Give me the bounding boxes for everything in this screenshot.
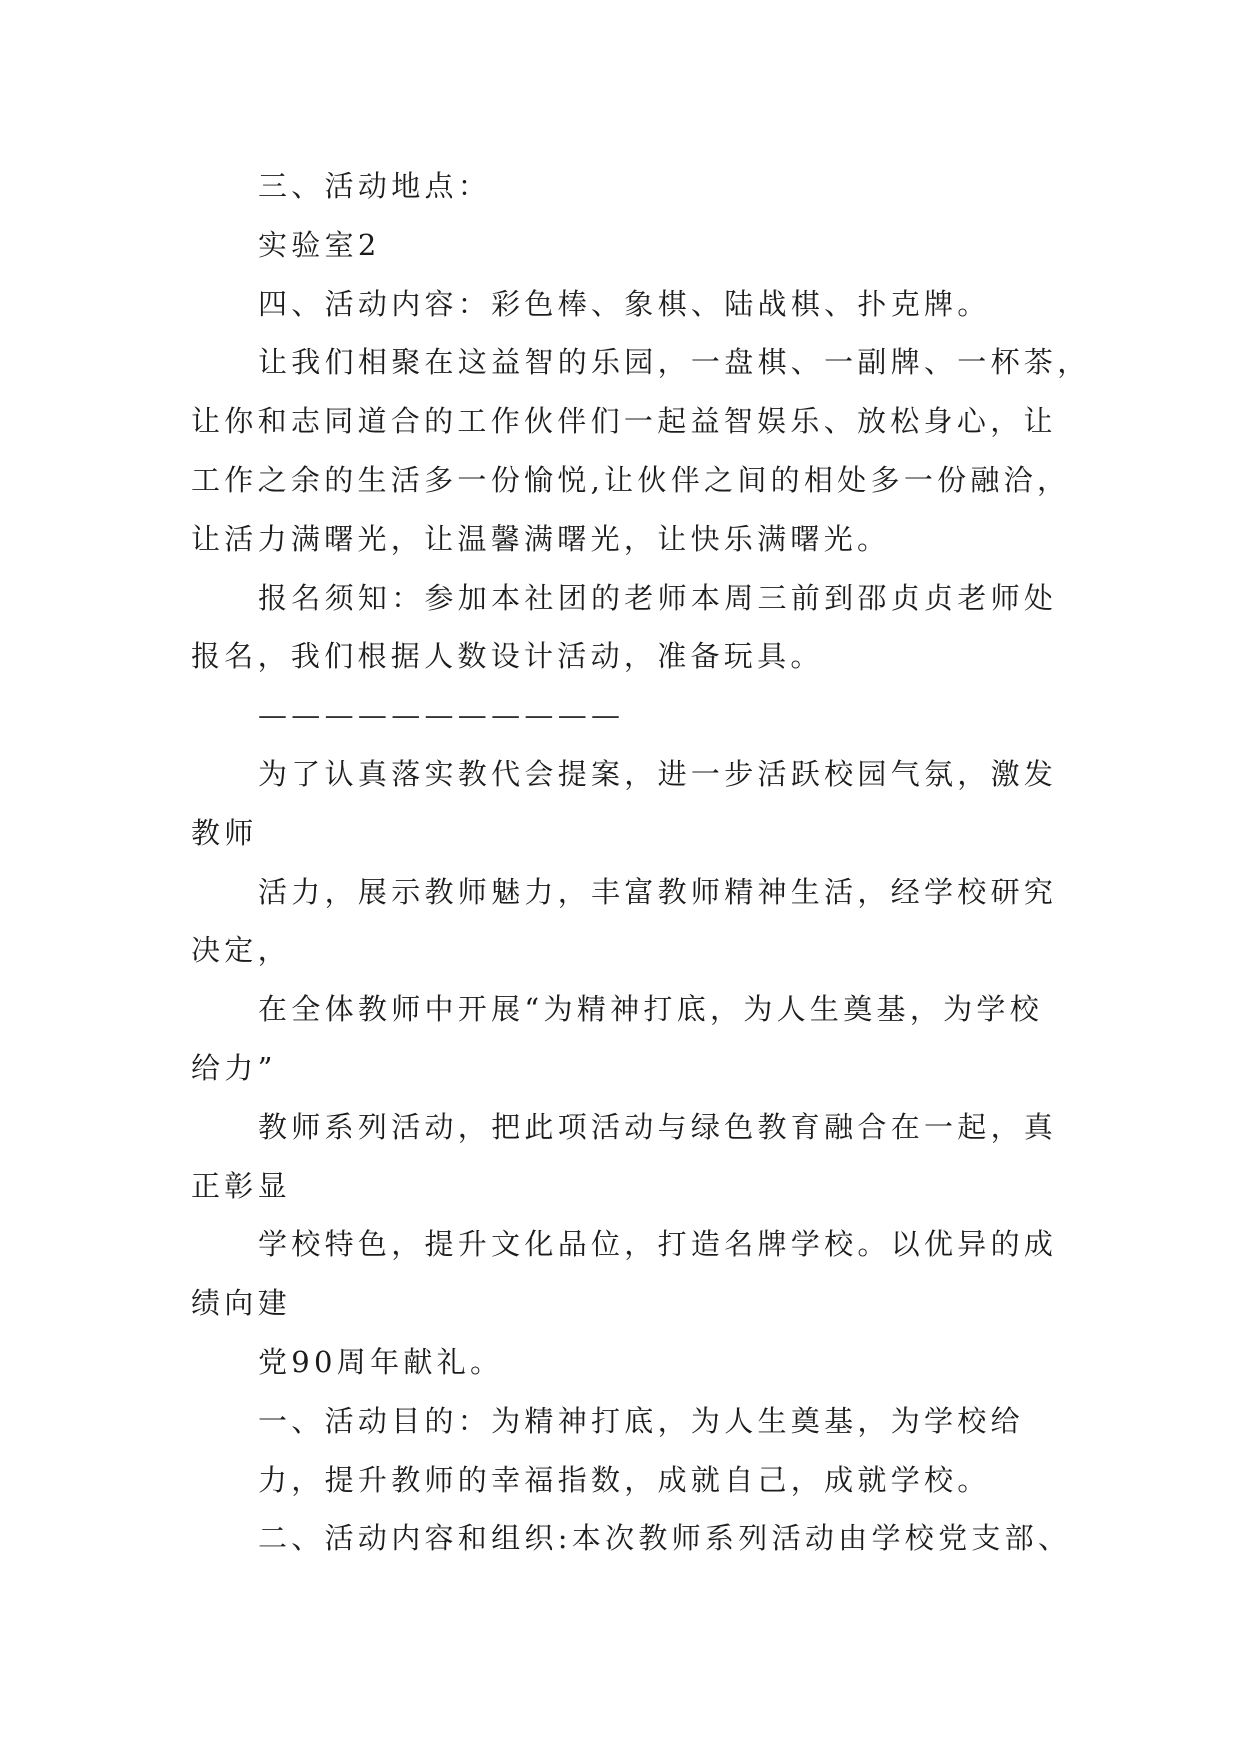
paragraph-line: 活力，展示教师魅力，丰富教师精神生活，经学校研究 <box>258 874 1058 909</box>
section-divider: ——————————— <box>258 698 625 733</box>
paragraph-line: 四、活动内容：彩色棒、象棋、陆战棋、扑克牌。 <box>258 286 991 321</box>
paragraph-line: 让我们相聚在这益智的乐园，一盘棋、一副牌、一杯茶， <box>258 345 1091 380</box>
paragraph-line: 教师系列活动，把此项活动与绿色教育融合在一起，真 <box>258 1109 1058 1144</box>
paragraph-line: 力，提升教师的幸福指数，成就自己，成就学校。 <box>258 1462 991 1497</box>
paragraph <box>191 275 1151 334</box>
paragraph-line: 一、活动目的：为精神打底，为人生奠基，为学校给 <box>258 1403 1024 1438</box>
paragraph-line: 正彰显 <box>191 1168 291 1203</box>
paragraph-line: 绩向建 <box>191 1286 291 1321</box>
paragraph-line: 报名，我们根据人数设计活动，准备玩具。 <box>191 639 824 674</box>
paragraph-line: 学校特色，提升文化品位，打造名牌学校。以优异的成 <box>258 1227 1058 1262</box>
paragraph-line: 给力” <box>191 1050 277 1085</box>
paragraph <box>191 745 1151 863</box>
paragraph <box>191 1215 1151 1333</box>
paragraph-line: 二、活动内容和组织:本次教师系列活动由学校党支部、 <box>258 1521 1072 1556</box>
paragraph <box>191 157 1151 216</box>
paragraph-line: 工作之余的生活多一份愉悦,让伙伴之间的相处多一份融洽， <box>191 462 1071 497</box>
paragraph-line: 让活力满曙光，让温馨满曙光，让快乐满曙光。 <box>191 521 891 556</box>
paragraph-line: 在全体教师中开展“为精神打底，为人生奠基，为学校 <box>258 992 1044 1027</box>
paragraph-line: 报名须知：参加本社团的老师本周三前到邵贞贞老师处 <box>258 580 1058 615</box>
paragraph <box>191 980 1151 1098</box>
paragraph <box>191 1509 1151 1568</box>
paragraph <box>191 1098 1151 1216</box>
paragraph <box>191 1333 1151 1392</box>
document-body <box>191 157 1151 1568</box>
paragraph-line: 决定， <box>191 933 291 968</box>
paragraph-line: 实验室2 <box>258 227 381 262</box>
paragraph-line: 让你和志同道合的工作伙伴们一起益智娱乐、放松身心，让 <box>191 404 1057 439</box>
paragraph-line: 为了认真落实教代会提案，进一步活跃校园气氛，激发 <box>258 756 1058 791</box>
paragraph-line: 教师 <box>191 815 258 850</box>
paragraph-line: 党90周年献礼。 <box>258 1344 504 1379</box>
paragraph <box>191 216 1151 275</box>
paragraph <box>191 1451 1151 1510</box>
paragraph <box>191 569 1151 687</box>
paragraph <box>191 1392 1151 1451</box>
paragraph <box>191 863 1151 981</box>
paragraph <box>191 333 1151 568</box>
paragraph-line: 三、活动地点： <box>258 169 492 203</box>
